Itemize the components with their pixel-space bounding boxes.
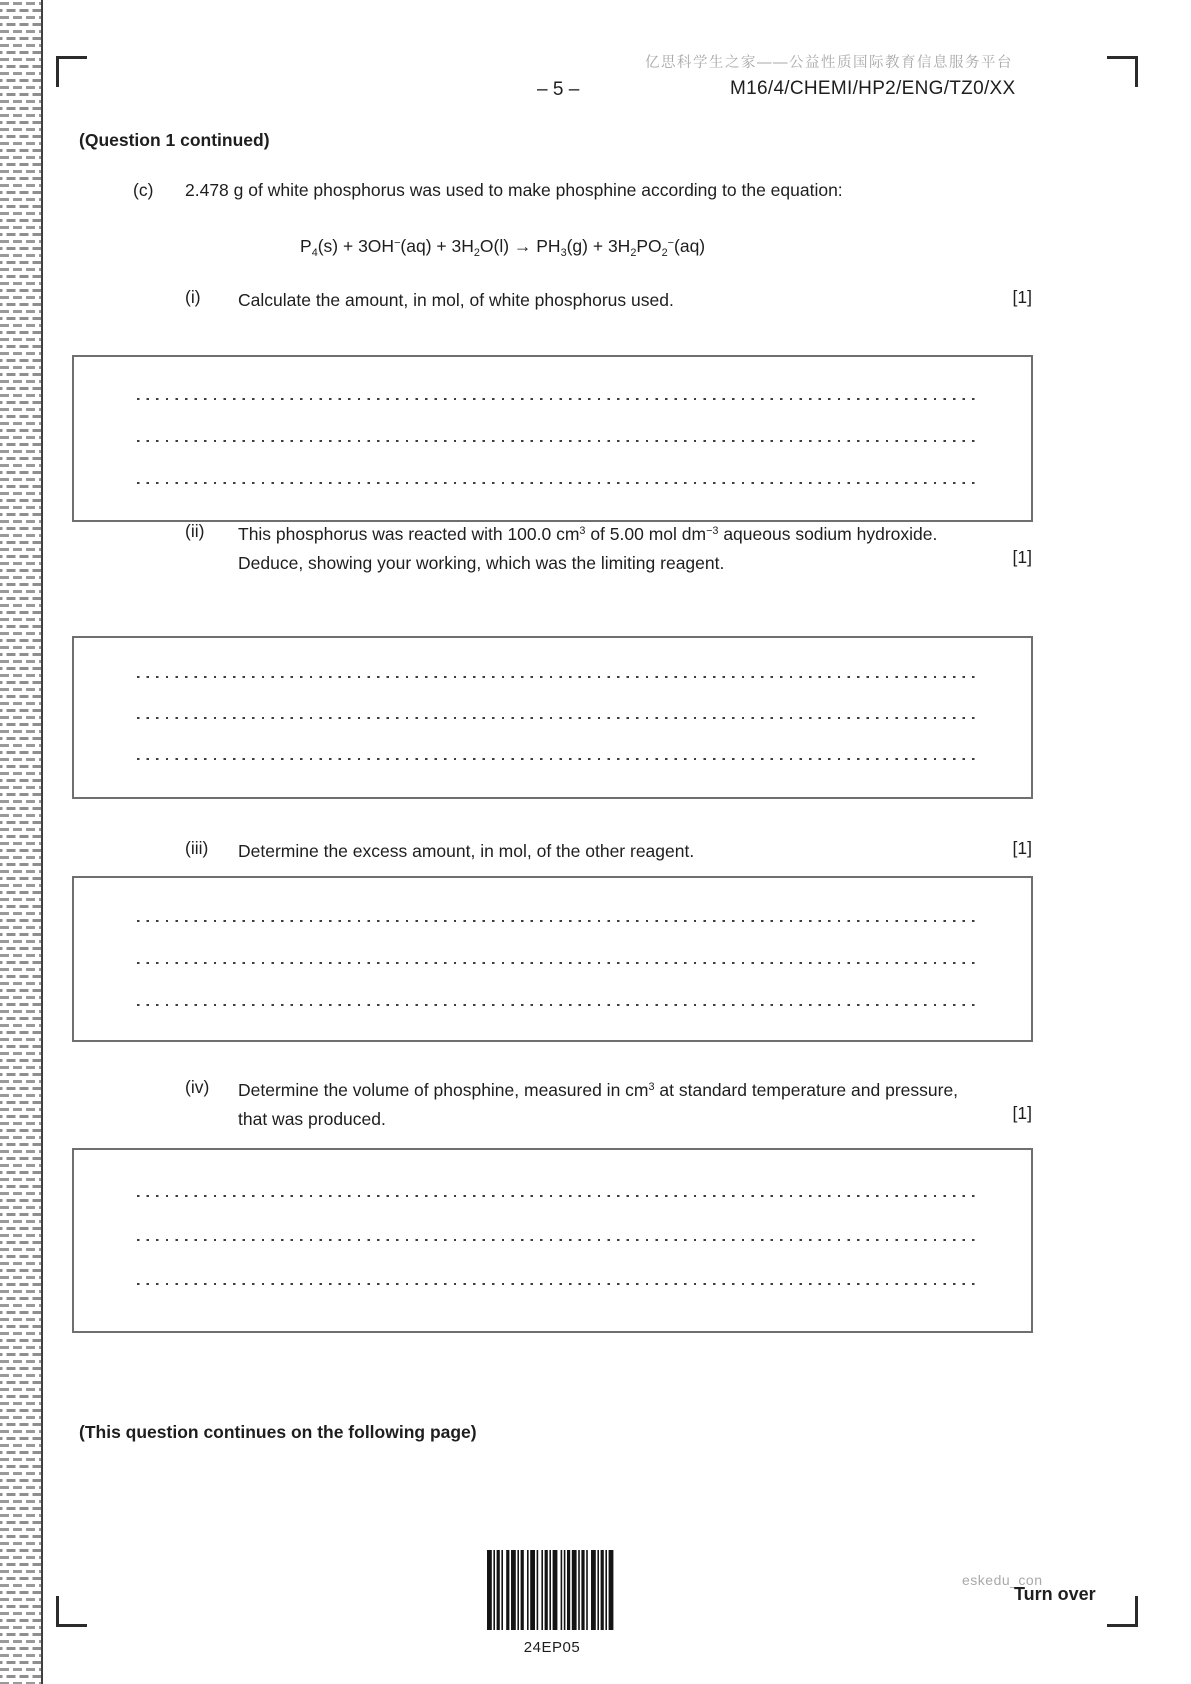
answer-dotted-line <box>137 440 980 442</box>
answer-box-iii <box>72 876 1033 1042</box>
subpart-iii-label: (iii) <box>185 838 209 858</box>
exam-code: M16/4/CHEMI/HP2/ENG/TZ0/XX <box>730 78 1016 99</box>
subpart-i-label: (i) <box>185 287 201 307</box>
chinese-watermark: 亿思科学生之家——公益性质国际教育信息服务平台 <box>645 55 1013 71</box>
subpart-iv-marks: [1] <box>1012 1103 1032 1123</box>
chemical-equation: $P_4(s) + 3OH^-(aq) + 3H_2O(l) \to PH_3(g) + 3H_2PO_2^-(aq)$ <box>300 236 706 259</box>
cropmark-bottom-right <box>1107 1596 1138 1627</box>
subpart-ii-text: This phosphorus was reacted with 100.0 $cm^3$ of 5.00 mol $dm^{-3}$ aqueous sodium hydroxide. Deduce, showing your working, which was the limiting reagent. <box>238 524 938 573</box>
answer-dotted-line <box>137 717 980 719</box>
answer-dotted-line <box>137 1004 980 1006</box>
subpart-i-marks: [1] <box>1012 287 1032 307</box>
cropmark-bottom-left <box>56 1596 87 1627</box>
answer-dotted-line <box>137 962 980 964</box>
answer-box-ii <box>72 636 1033 799</box>
subpart-iii-text: Determine the excess amount, in mol, of the other reagent. <box>238 841 695 861</box>
answer-dotted-line <box>137 482 980 484</box>
part-c-label: (c) <box>133 180 154 200</box>
barcode-block <box>487 1550 617 1656</box>
subpart-ii-marks: [1] <box>1012 547 1032 567</box>
answer-dotted-line <box>137 1195 980 1197</box>
continues-note: (This question continues on the following page) <box>79 1422 477 1442</box>
answer-dotted-line <box>137 1283 980 1285</box>
answer-dotted-line <box>137 920 980 922</box>
question-continued-heading: (Question 1 continued) <box>79 130 270 150</box>
barcode-image <box>487 1550 617 1630</box>
answer-dotted-line <box>137 676 980 678</box>
barcode-label: 24EP05 <box>523 1639 581 1656</box>
turn-over-label: Turn over <box>1014 1584 1096 1604</box>
subpart-iii-marks: [1] <box>1012 838 1032 858</box>
answer-box-i <box>72 355 1033 522</box>
answer-dotted-line <box>137 758 980 760</box>
binding-edge-hatch-pattern <box>0 0 43 1684</box>
cropmark-top-right <box>1107 56 1138 87</box>
answer-box-iv <box>72 1148 1033 1333</box>
footer-watermark: eskedu_con <box>962 1572 1043 1588</box>
subpart-i-text: Calculate the amount, in mol, of white phosphorus used. <box>238 290 674 310</box>
page-number: – 5 – <box>537 79 580 100</box>
cropmark-top-left <box>56 56 87 87</box>
subpart-ii-label: (ii) <box>185 521 205 541</box>
part-c-text: 2.478 g of white phosphorus was used to make phosphine according to the equation: <box>185 180 843 200</box>
answer-dotted-line <box>137 1239 980 1241</box>
subpart-iv-label: (iv) <box>185 1077 210 1097</box>
subpart-iv-text: Determine the volume of phosphine, measured in $cm^3$ at standard temperature and pressure, that was produced. <box>238 1080 959 1129</box>
answer-dotted-line <box>137 398 980 400</box>
